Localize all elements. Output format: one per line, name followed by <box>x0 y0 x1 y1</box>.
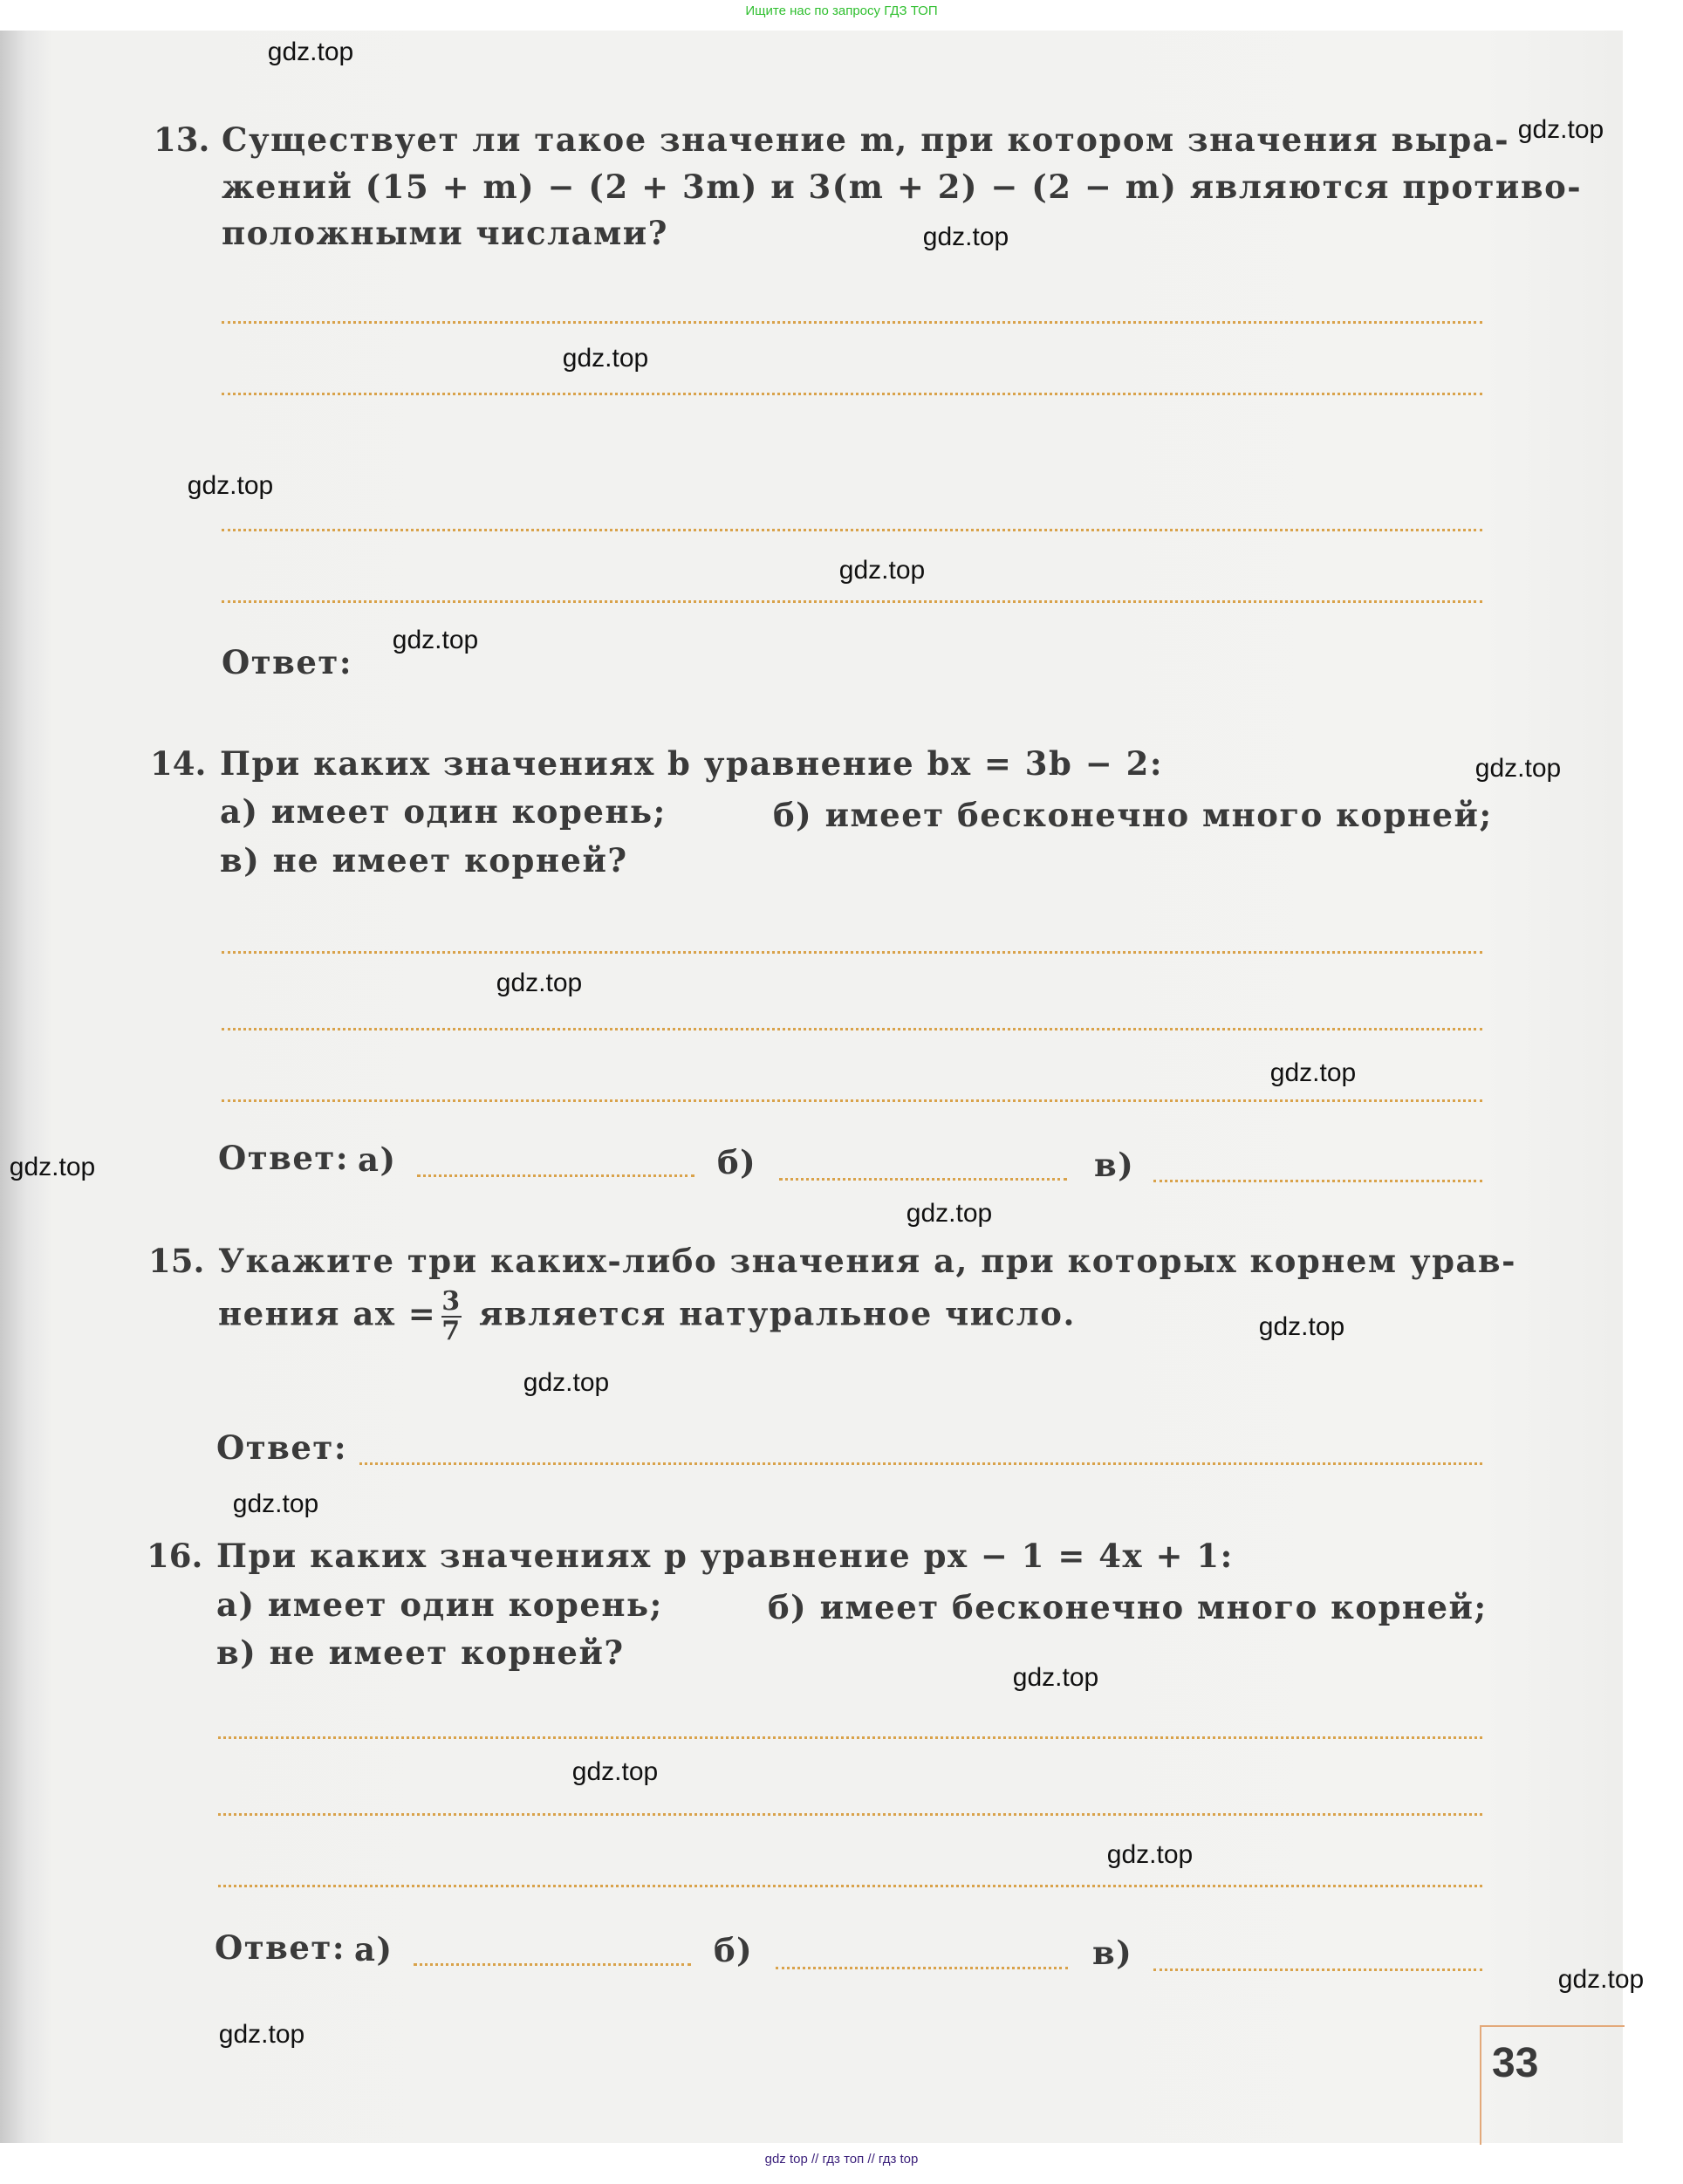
answer-line[interactable] <box>222 529 1482 531</box>
q16-option-b: б) имеет бесконечно много корней; <box>768 1588 1488 1626</box>
q16-answer-b-field[interactable] <box>776 1967 1068 1969</box>
q14-answer-a-label: а) <box>358 1140 397 1179</box>
q14-answer-b-field[interactable] <box>779 1178 1067 1181</box>
watermark: gdz.top <box>267 38 354 66</box>
answer-line[interactable] <box>222 951 1482 954</box>
q14-answer-c-field[interactable] <box>1153 1180 1482 1182</box>
answer-line[interactable] <box>218 1736 1482 1739</box>
q14-answer-c-label: в) <box>1094 1146 1135 1184</box>
q15-number: 15. <box>148 1242 205 1280</box>
q16-option-a: а) имеет один корень; <box>216 1585 663 1624</box>
answer-line[interactable] <box>222 600 1482 603</box>
q16-answer-a-field[interactable] <box>414 1963 691 1966</box>
watermark: gdz.top <box>1012 1663 1099 1692</box>
watermark: gdz.top <box>906 1199 993 1228</box>
watermark: gdz.top <box>922 223 1009 251</box>
search-banner: Ищите нас по запросу ГДЗ ТОП <box>745 3 938 18</box>
watermark: gdz.top <box>1557 1965 1645 1994</box>
page-number: 33 <box>1492 2040 1539 2086</box>
q14-line1: При каких значениях b уравнение bx = 3b − 2: <box>220 744 1164 783</box>
watermark: gdz.top <box>1517 115 1604 144</box>
q15-line2-end: является натуральное число. <box>479 1294 1076 1333</box>
q14-number: 14. <box>150 744 207 783</box>
q16-answer-c-label: в) <box>1092 1934 1133 1972</box>
answer-line[interactable] <box>218 1885 1482 1887</box>
answer-line[interactable] <box>218 1813 1482 1816</box>
q13-number: 13. <box>154 120 210 159</box>
fraction-denominator: 7 <box>441 1316 462 1346</box>
answer-line[interactable] <box>222 321 1482 324</box>
footer-text: gdz top // гдз топ // гдз top <box>764 2152 919 2167</box>
watermark: gdz.top <box>232 1489 319 1518</box>
workbook-page <box>0 31 1623 2143</box>
page-number-box <box>1480 2025 1625 2145</box>
watermark: gdz.top <box>523 1368 610 1397</box>
q16-line1: При каких значениях p уравнение px − 1 = 4x + 1: <box>216 1537 1234 1575</box>
watermark: gdz.top <box>1106 1840 1194 1869</box>
watermark: gdz.top <box>496 969 583 997</box>
q15-answer-field[interactable] <box>359 1462 1482 1465</box>
q14-answer-a-field[interactable] <box>417 1174 694 1177</box>
q14-answer-label: Ответ: <box>218 1139 349 1177</box>
q16-answer-b-label: б) <box>714 1931 754 1969</box>
q14-answer-b-label: б) <box>717 1143 757 1181</box>
q15-line2-start: нения ax = <box>218 1294 437 1333</box>
watermark: gdz.top <box>218 2020 305 2049</box>
watermark: gdz.top <box>9 1153 96 1181</box>
q14-option-c: в) не имеет корней? <box>220 841 628 880</box>
q15-line2 <box>218 1288 1076 1345</box>
q15-answer-label: Ответ: <box>216 1428 347 1467</box>
q13-line2: жений (15 + m) − (2 + 3m) и 3(m + 2) − (2 − m) являются противо- <box>222 168 1583 206</box>
q16-answer-c-field[interactable] <box>1153 1968 1482 1971</box>
watermark: gdz.top <box>187 471 274 500</box>
answer-line[interactable] <box>222 1099 1482 1102</box>
q14-option-a: а) имеет один корень; <box>220 792 667 831</box>
q13-line1: Существует ли такое значение m, при котором значения выра- <box>222 120 1510 159</box>
answer-line[interactable] <box>222 1028 1482 1030</box>
q14-option-b: б) имеет бесконечно много корней; <box>773 796 1493 834</box>
q16-number: 16. <box>147 1537 203 1575</box>
watermark: gdz.top <box>571 1757 659 1786</box>
watermark: gdz.top <box>1258 1312 1345 1341</box>
fraction <box>441 1288 461 1345</box>
answer-line[interactable] <box>222 393 1482 395</box>
q16-option-c: в) не имеет корней? <box>216 1633 625 1672</box>
q13-answer-label: Ответ: <box>222 643 352 681</box>
watermark: gdz.top <box>392 626 479 654</box>
q16-answer-a-label: а) <box>354 1930 393 1968</box>
watermark: gdz.top <box>1269 1058 1357 1087</box>
q16-answer-label: Ответ: <box>215 1928 345 1967</box>
watermark: gdz.top <box>562 344 649 373</box>
q13-line3: положными числами? <box>222 214 668 252</box>
fraction-numerator: 3 <box>441 1286 462 1317</box>
q15-line1: Укажите три каких-либо значения a, при которых корнем урав- <box>218 1242 1516 1280</box>
watermark: gdz.top <box>838 556 926 585</box>
watermark: gdz.top <box>1474 754 1562 783</box>
